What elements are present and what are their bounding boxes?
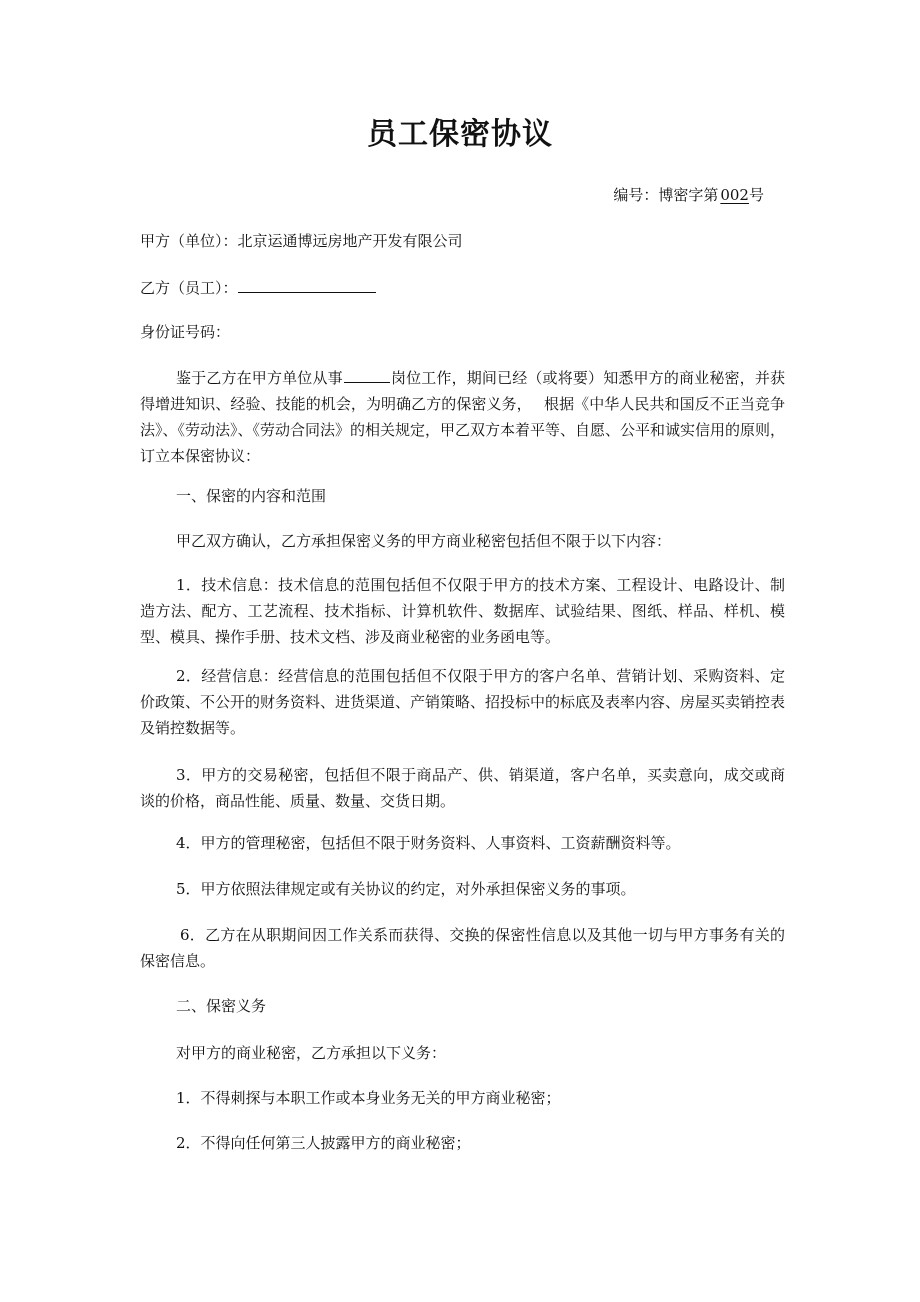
section2-duty-1: 1．不得刺探与本职工作或本身业务无关的甲方商业秘密； [176, 1089, 561, 1107]
id-number-line: 身份证号码： [140, 323, 231, 341]
document-number-value: 002 [720, 186, 749, 204]
position-blank [344, 366, 390, 383]
section1-item-5: 5．甲方依照法律规定或有关协议的约定，对外承担保密义务的事项。 [176, 880, 636, 898]
section1-item-2: 2．经营信息：经营信息的范围包括但不仅限于甲方的客户名单、营销计划、采购资料、定价政策、不公开的财务资料、进货渠道、产销策略、招投标中的标底及表率内容、房屋买卖销控表及销控数据等。 [140, 667, 786, 737]
section1-item-4: 4．甲方的管理秘密，包括但不限于财务资料、人事资料、工资薪酬资料等。 [176, 834, 681, 852]
party-a-line: 甲方（单位）：北京运通博远房地产开发有限公司 [140, 232, 463, 250]
section2-intro: 对甲方的商业秘密，乙方承担以下义务： [176, 1044, 447, 1062]
section1-heading: 一、保密的内容和范围 [176, 487, 327, 505]
document-title: 员工保密协议 [367, 117, 553, 152]
section1-item-3: 3．甲方的交易秘密，包括但不限于商品产、供、销渠道，客户名单，买卖意向，成交或商谈的价格，商品性能、质量、数量、交货日期。 [140, 766, 785, 810]
section1-intro: 甲乙双方确认，乙方承担保密义务的甲方商业秘密包括但不限于以下内容： [176, 532, 672, 550]
document-number [613, 183, 764, 207]
party-b-label: 乙方（员工）： [140, 279, 238, 297]
section2-duty-2: 2．不得向任何第三人披露甲方的商业秘密； [176, 1134, 471, 1152]
party-b-line [140, 276, 785, 300]
section2-heading: 二、保密义务 [176, 997, 267, 1015]
section1-item-1: 1．技术信息：技术信息的范围包括但不仅限于甲方的技术方案、工程设计、电路设计、制造方法、配方、工艺流程、技术指标、计算机软件、数据库、试验结果、图纸、样品、样机、模型、模具、操作手册、技术文档、涉及商业秘密的业务函电等。 [140, 576, 785, 646]
preamble-paragraph [140, 365, 785, 469]
preamble-text-1: 鉴于乙方在甲方单位从事 [176, 369, 343, 387]
document-number-prefix: 编号：博密字第 [613, 186, 719, 204]
preamble-text-2: 岗位工作，期间已经（或将要）知悉甲方的商业秘密，并获得增进知识、经验、技能的机会，为明确乙方的保密义务， 根据《中华人民共和国反不正当竞争法》、《劳动法》、《劳动合同法》的相关规定，甲乙双方本着平等、自愿、公平和诚实信用的原则，订立本保密协议： [140, 369, 786, 465]
party-b-blank [238, 276, 376, 293]
document-number-suffix: 号 [748, 186, 764, 204]
section1-item-6: 6．乙方在从职期间因工作关系而获得、交换的保密性信息以及其他一切与甲方事务有关的保密信息。 [140, 926, 785, 970]
